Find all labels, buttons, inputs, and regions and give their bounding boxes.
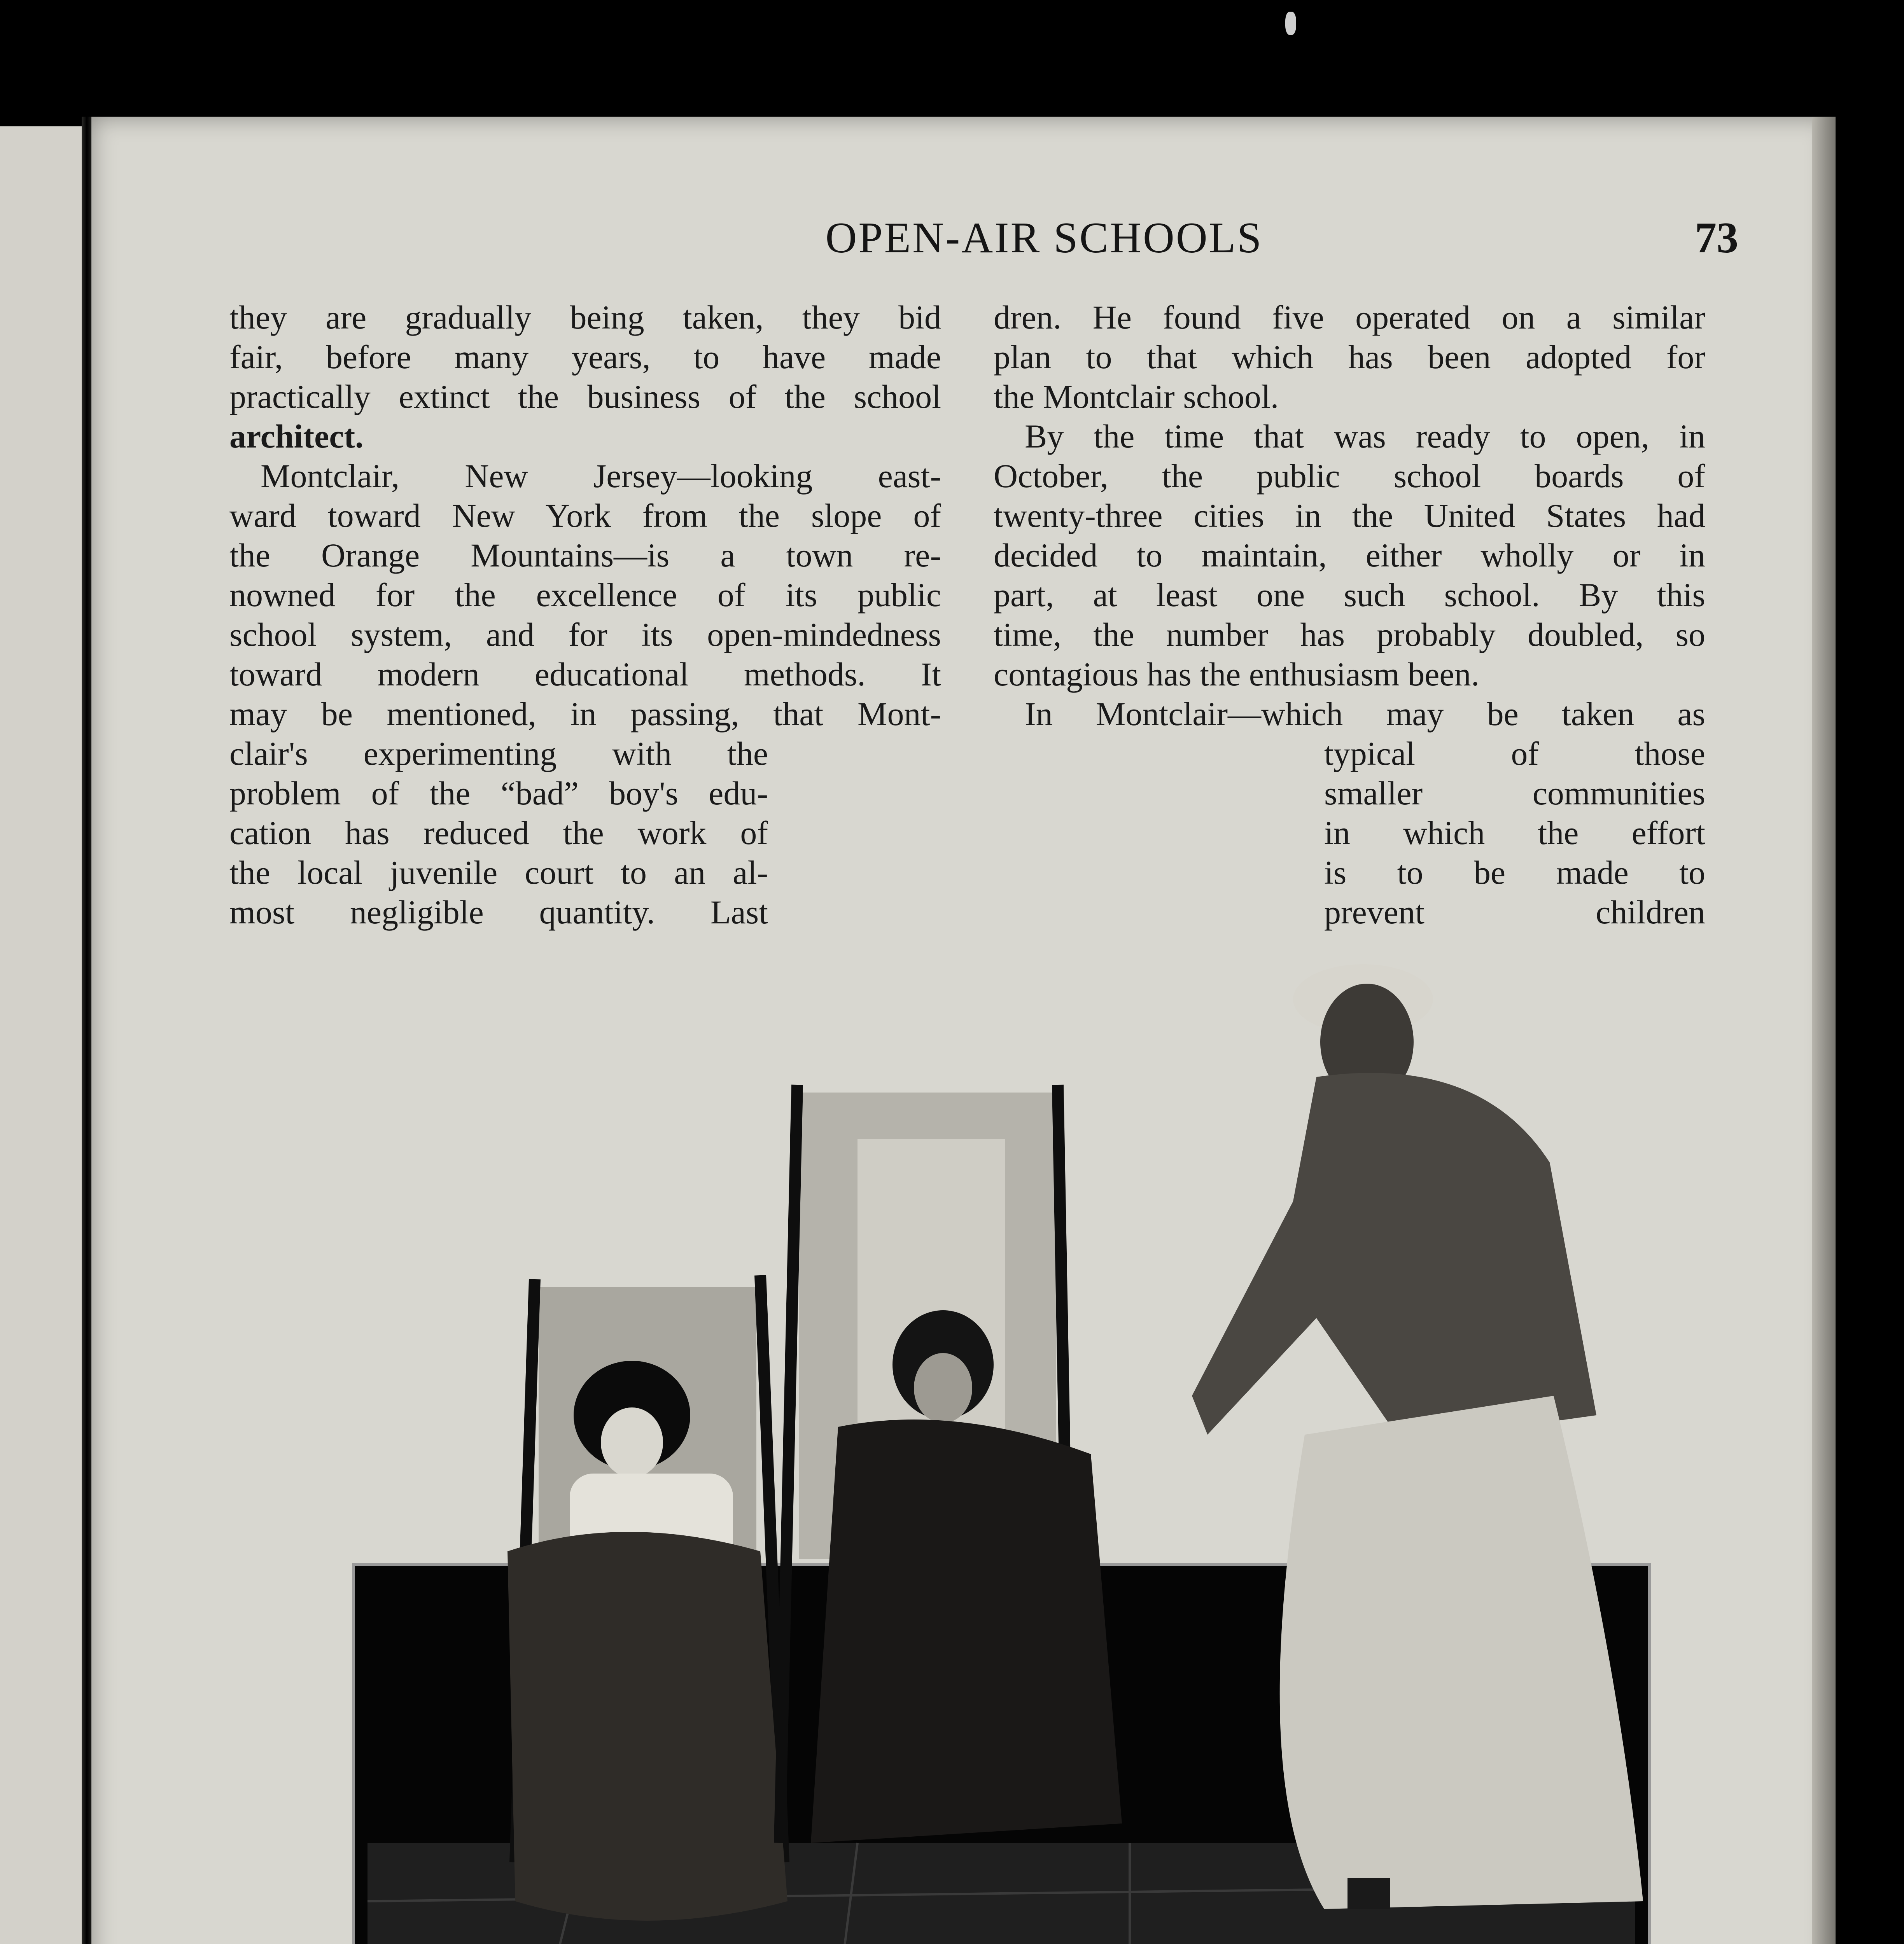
text-line: toward modern educational methods. It [229,656,941,693]
nurse-figure [1192,964,1643,1909]
text-line: practically extinct the business of the school [229,378,941,415]
scan-speck [1285,12,1296,35]
text-line: smaller communities [1324,774,1705,812]
text-line: the local juvenile court to an al- [229,854,768,891]
text-column-top-left [229,297,941,932]
book-gutter [82,117,91,1944]
text-line: fair, before many years, to have made [229,338,941,376]
text-line: most negligible quantity. Last [229,893,768,931]
text-line: contagious has the enthusiasm been. [994,656,1480,693]
text-line: in which the effort [1324,814,1705,851]
book-page [91,117,1830,1944]
text-line: typical of those [1324,735,1705,772]
text-line: is to be made to [1324,854,1705,891]
text-line: architect. [229,418,364,455]
running-head: OPEN-AIR SCHOOLS [825,214,1263,262]
text-line: nowned for the excellence of its public [229,576,941,614]
text-line: Montclair, New Jersey—looking east- [261,457,941,495]
text-line: decided to maintain, either wholly or in [994,537,1705,574]
text-line: school system, and for its open-mindedness [229,616,941,653]
page-edge-shadow [1812,117,1836,1944]
text-line: clair's experimenting with the [229,735,768,772]
text-line: may be mentioned, in passing, that Mont- [229,695,941,732]
text-line: the Montclair school. [994,378,1279,415]
text-line: cation has reduced the work of [229,814,768,851]
text-line: time, the number has probably doubled, so [994,616,1705,653]
text-line: By the time that was ready to open, in [1025,418,1705,455]
text-column-top-right [994,297,1705,932]
text-line: dren. He found five operated on a similar [994,299,1705,336]
text-line: part, at least one such school. By this [994,576,1705,614]
text-line: ward toward New York from the slope of [229,497,941,534]
text-line: In Montclair—which may be taken as [1025,695,1705,732]
text-line: October, the public school boards of [994,457,1705,495]
text-line: problem of the “bad” boy's edu- [229,774,768,812]
facing-page-edge [0,126,89,1944]
text-line: plan to that which has been adopted for [994,338,1705,376]
text-line: prevent children [1324,893,1705,931]
photo-illustration [352,890,1651,1944]
page-number: 73 [1695,214,1738,262]
text-line: twenty-three cities in the United States had [994,497,1705,534]
text-line: they are gradually being taken, they bid [229,299,941,336]
photograph [352,890,1651,1944]
text-line: the Orange Mountains—is a town re- [229,537,941,574]
